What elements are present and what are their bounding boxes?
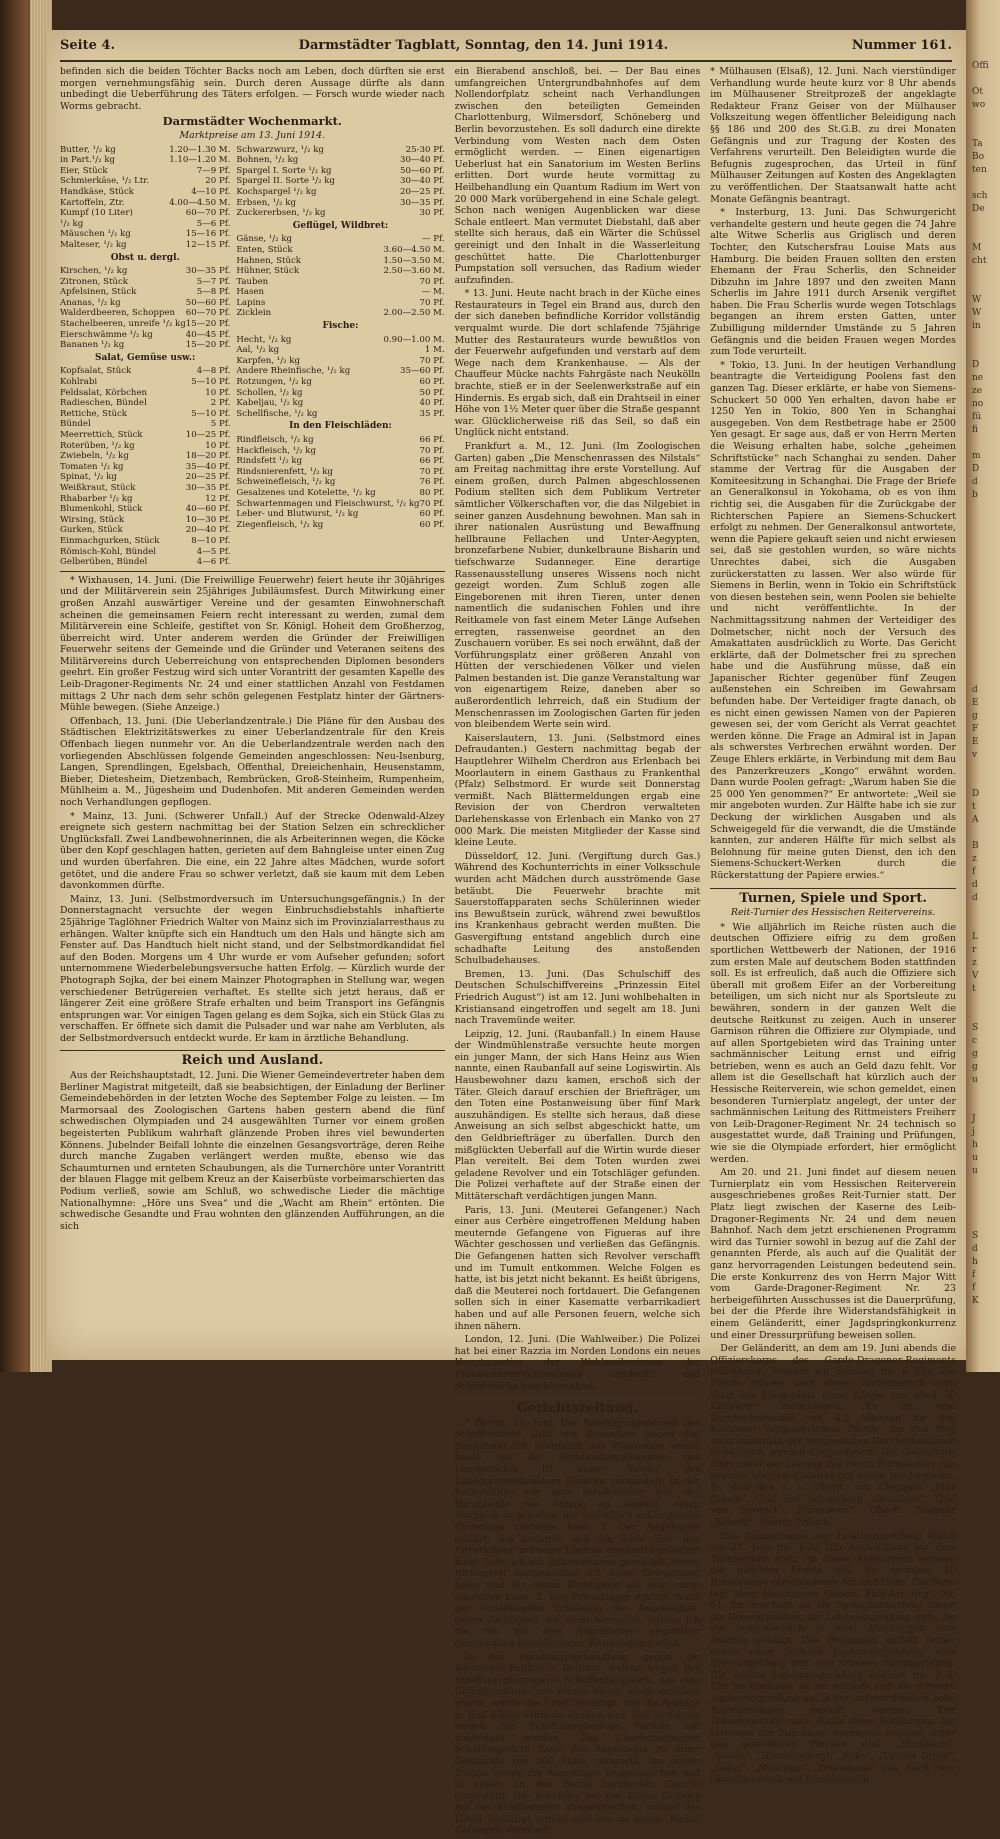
gefluegel-heading: Geflügel, Wildbret:	[292, 220, 389, 231]
price-value: 10—30 Pf.	[185, 514, 231, 525]
price-item: Schwartenmagen und Fleischwurst, ¹/₂ kg	[236, 498, 420, 509]
price-value: 60 Pf.	[419, 509, 445, 520]
price-item: Schwarzwurz, ¹/₂ kg	[236, 144, 324, 155]
price-value: 35—40 Pf.	[185, 461, 231, 472]
price-row	[236, 366, 444, 377]
price-value: 30—35 Pf.	[400, 197, 445, 208]
price-row	[236, 155, 444, 166]
price-row	[236, 287, 444, 298]
article-berlin-cont: ein Bierabend anschloß, bei. — Der Bau eines umfangreichen Untergrundbahnhofes auf dem Nollendorfplatz scheint nach Verhandlungen zwischen den beteiligten Gemeinden Charlottenburg, Wilmersdorf, Schöneberg und Berlin bevorzustehen. Es soll dadurch eine direkte Verbindung vom Westen nach dem Osten ermöglicht werden. — Einen eigenartigen Ueberlust hat ein Sanatorium im Westen Berlins erlitten. Dort wurde heute vormittag zu Heilbehandlung ein Quantum Radium im Wert von 20 000 Mark vorübergehend in eine Schale gelegt. Schon nach wenigen Augenblicken war diese Schale entleert. Man vermutet Diebstahl, daß aber stellte sich heraus, daß ein Wärter die Schüssel gereinigt und den Inhalt in die Wasserleitung geschüttet hatte. Die Charlottenburger Pumpstation soll versuchen, das Radium wieder aufzufinden.	[454, 66, 701, 286]
price-row	[236, 388, 444, 399]
price-item: Gelberüben, Bündel	[60, 557, 148, 568]
price-item: Bananen ¹/₂ kg	[60, 340, 125, 351]
price-value: 4—10 Pf.	[191, 186, 231, 197]
price-value: 5 Pf.	[210, 419, 231, 430]
price-value: 20—25 Pf.	[400, 186, 445, 197]
price-value: 20—25 Pf.	[185, 472, 231, 483]
article-gelaendeDritt: Der Geländeritt, an dem am 19. Juni abends die Offizierskorps des Garde-Dragoner-Regiments teilnehmen, beginnt am Sonntag um 6 Uhr. Die Pferde müssen nach einem Vorbeimarsch beim Start am Hauptplatz einer Länge von etwa 30 Kilometer zurücklegen. Es ist eine Durchschnittszeit von 4,5 Minuten für den Kilometer vorgeschrieben. Pferde, die den Weg nicht innerhalb der festgesetzten Durchschnittszeit bewältigen, werden disqualifiziert. Der Geländeritt führt unter der Leitung des Herrn Rittmeisters von Bremen über ein Gelände mit vielen Hindernissen. Es sind das u. a. Oberlt. von Chappuis „Max Queen“, Graf von Schaesberg „Grundsee“, Graf von Sporeck „Ehrenwort“, Oberlt. Niebuhr „Kobold“, Oberlt. Fritsch.	[710, 1343, 956, 1529]
price-item: Kartoffeln, Ztr.	[60, 197, 125, 208]
article-paris: Paris, 13. Juni. (Meuterei Gefangener.) Nach einer aus Cerbère eingetroffenen Meldung haben meuternde Gefangene von Figueras auf ihre Wächter geschossen und verließen das Gefängnis. Die Gefangenen hatten sich Revolver verschafft und im Tumult entkommen. Welche Folgen es hatte, ist bis jetzt nicht bekannt. Es heißt übrigens, daß die Meuterei noch fortdauert. Die Gefangenen sollen sich in einer Kasematte verbarrikadiert haben und auf alle Personen feuern, welche sich ihnen nähern.	[454, 1204, 701, 1332]
price-row	[236, 377, 444, 388]
price-value: 50—60 Pf.	[185, 297, 231, 308]
article-reichshauptstadt: Aus der Reichshauptstadt, 12. Juni. Die Wiener Gemeindevertreter haben dem Berliner Magistrat mitgeteilt, daß sie beabsichtigen, der Einladung der Berliner Gemeindebehörden in der letzten Woche des September Folge zu leisten. — Im Marmorsaal des Zoologischen Gartens haben gestern abend die fünf schwedischen Olympiaden und 24 ausgewählten Turner vor einem großen begeisterten Publikum wahrhaft glänzende Proben ihres viel bewunderten Könnens. Jubelnder Beifall lohnte die einzelnen Gesangsvorträge, deren Reihe durch manche Zugaben verlängert werden mußte, ebenso wie das Schaumturnen und ernteten Schaubungen, als die Turnerchöre unter Vorantritt der blauen Flagge mit gelbem Kreuz an der Kaiserbüste vorbeimarschierten das Podium verließ, sowie am Schluß, wo schwedische Lieder die mächtige Nationalhymne: „Höre uns Svea“ und die „Wacht am Rhein“ ertönten. Die schwedische Gesandte und Frau wohnten den glänzenden Aufführungen, an die sich	[60, 1070, 445, 1232]
price-value: 60—70 Pf.	[185, 308, 231, 319]
article-reitturnier-1: * Wie alljährlich im Reiche rüsten auch die deutschen Offiziere eifrig zu dem großen sportlichen Wettbewerb der Nationen, der 1916 zum ersten Male auf deutschem Boden stattfinden soll. Es ist erfreulich, daß auch die Offiziere sich überall mit großem Eifer an der Vorbereitung beteiligen, um sich nicht nur als Sportsleute zu bewähren, sondern in der ganzen Welt die deutsche Reitkunst zu zeigen. Auch in unserer Garnison rühren die Offiziere zur Olympiade, und auf allen Sportgebieten wird das Training unter sachmännischer Leitung ernst und eifrig betrieben, wenn es auch an Geld dazu fehlt. Vor allem ist die Gesellschaft hat kürzlich auch der Hessische Reiterverein, wie schon gemeldet, einen besonderen Turnierplatz angelegt, der unter der sachmännischen Leitung des Rittmeisters Freiherr von Leib-Dragoner-Regiment Nr. 24 technisch so ausgestattet wurde, daß Training und Prüfungen, wie sie die Olympiade erfordert, hier ermöglicht werden.	[710, 921, 956, 1165]
price-value: 1 M.	[424, 345, 445, 356]
price-value: 40 Pf.	[419, 398, 445, 409]
price-row	[236, 176, 444, 187]
price-value: 18—20 Pf.	[185, 451, 231, 462]
price-row	[60, 208, 230, 219]
adjacent-page-text: Offi Ot wo Ta Bo ten sch De M cht W W in D ne ze no fü fi m D d b d E g F E v D t A B z f d d L r z V t S c g g u J j h u u S d h f f K	[972, 61, 989, 1306]
price-value: 30—40 Pf.	[400, 155, 445, 166]
price-row	[60, 145, 230, 156]
price-value: 3.60—4.50 M.	[383, 244, 445, 255]
price-item: Hackfleisch, ¹/₂ kg	[236, 445, 316, 456]
price-item: Zwiebeln, ¹/₂ kg	[60, 451, 129, 462]
price-item: Eierschwämme ¹/₂ kg	[60, 329, 153, 340]
price-row	[236, 198, 444, 209]
price-item: Hahnen, Stück	[236, 255, 302, 266]
price-item: Feldsalat, Körbchen	[60, 387, 148, 398]
price-row	[60, 377, 230, 388]
price-item: Aal, ¹/₂ kg	[236, 345, 280, 356]
price-item: Butter, ¹/₂ kg	[60, 144, 116, 155]
price-value: 1.10—1.20 M.	[169, 155, 231, 166]
price-row	[236, 409, 444, 420]
price-value: 5—8 Pf.	[196, 287, 231, 298]
price-value: 12 Pf.	[205, 493, 231, 504]
column-3	[710, 66, 956, 1839]
price-item: Schmierkäse, ¹/₂ Ltr.	[60, 176, 150, 187]
price-value: 70 Pf.	[419, 445, 445, 456]
article-mainz-selbstmord: Mainz, 13. Juni. (Selbstmordversuch im Untersuchungsgefängnis.) In der Donnerstagnacht versuchte der wegen Einbruchsdiebstahls inhaftierte 25jährige Taglöhner Friedrich Walter von Mainz sich im Provinzialarresthaus zu erhängen. Walter knüpfte sich ein Handtuch um den Hals und hängte sich am Fenster auf. Das Handtuch hielt nicht stand, und der Selbstmordkandidat fiel auf den Boden. Morgens um 4 Uhr wurde er vom Aufseher gefunden; sofort unternommene Wiederbelebungsversuche hatten Erfolg. — Kürzlich wurde der Photograph Sojka, der bei einem Mainzer Photographen in Stellung war, wegen verschiedener Betrügereien verhaftet. Es stellte sich jetzt heraus, daß er längerer Zeit eine größere Strafe erhalten und beim Transport ins Gefängnis entsprungen war. Vor einigen Tagen gelang es dem Sojka, sich ein Stück Glas zu verschaffen. Er öffnete sich damit die Pulsader und war nahe am Verbluten, als der Selbstmordversuch entdeckt wurde. Er kam in ärztliche Behandlung.	[60, 893, 445, 1044]
columns	[60, 66, 956, 1837]
price-row	[60, 277, 230, 288]
market-left-column	[60, 145, 230, 568]
newspaper-title: Darmstädter Tagblatt, Sonntag, den 14. Juni 1914.	[298, 38, 669, 53]
price-row	[236, 145, 444, 156]
price-row	[236, 335, 444, 346]
price-item: Roterüben, ¹/₂ kg	[60, 440, 135, 451]
price-row	[236, 467, 444, 478]
issue-number: Nummer 161.	[851, 38, 952, 53]
price-value: 50 Pf.	[419, 387, 445, 398]
price-row	[236, 520, 444, 531]
price-item: Rhabarber ¹/₂ kg	[60, 493, 133, 504]
market-title: Darmstädter Wochenmarkt.	[162, 114, 342, 129]
article-mainz-unfall: * Mainz, 13. Juni. (Schwerer Unfall.) Auf der Strecke Odenwald-Alzey ereignete sich gestern nachmittag bei der Station Selzen ein schrecklicher Unglücksfall. Zwei Landbewohnerinnen, die als Arbeiterinnen wegen, die Köcke über den Kopf geschlagen hatten, gerieten auf dem Bahngleise unter einen Zug und wurden überfahren. Die eine, ein 22 Jahre altes Mädchen, wurde sofort getötet, und die andere Frau so schwer verletzt, daß sie kaum mit dem Leben davonkommen dürfte.	[60, 810, 445, 892]
price-item: Rindsfett ¹/₂ kg	[236, 456, 303, 467]
price-row	[60, 494, 230, 505]
price-row	[60, 187, 230, 198]
price-row	[60, 515, 230, 526]
article-tegel: * 13. Juni. Heute nacht brach in der Küche eines Restaurateurs in Tegel ein Brand aus, durch den der sich daneben befindliche Korridor vollständig verqualmt wurde. Die dort schlafende 75jährige Mutter des Restaurateurs wurde bewußtlos von der Feuerwehr aufgefunden und verstarb auf dem Wege nach dem Krankenhause. — Als der Chauffeur Mücke nachts Fahrgäste nach Neukölln brachte, stieß er in der Seelenwerkstraße auf ein Hindernis. Es ergab sich, daß ein Drahtseil in einer Höhe von 1½ Meter quer über die Straße gespannt war. Glücklicherweise riß das Seil, so daß ein Unglück nicht entstand.	[454, 288, 701, 439]
price-item: Gesalzenes und Kotelette, ¹/₂ kg	[236, 487, 376, 498]
price-row	[60, 419, 230, 430]
price-item: Ananas, ¹/₂ kg	[60, 297, 121, 308]
price-item: Spargel II. Sorte ¹/₂ kg	[236, 176, 335, 187]
price-item: in Part.¹/₂ kg	[60, 155, 116, 166]
price-row	[60, 441, 230, 452]
price-value: 2.50—3.60 M.	[383, 266, 445, 277]
price-item: Rindfleisch, ¹/₂ kg	[236, 435, 314, 445]
price-item: Bündel	[60, 419, 91, 430]
article-reitturnier-2: Am 20. und 21. Juni findet auf diesem neuen Turnierplatz ein vom Hessischen Reiterverein ausgeschriebenes großes Reit-Turnier statt. Der Platz liegt zwischen der Kaserne des Leib-Dragoner-Regiments Nr. 24 und dem neuen Bahnhof. Nach dem jetzt erschienenen Programm wird das Turnier sowohl in bezug auf die Zahl der genannten Pferde, als auch auf die Qualität der ganz hervorragenden Leistungen bedeutend sein. Die erste Konkurrenz des von Herrn Major Witt vom Garde-Dragoner-Regiment Nr. 23 herbeigeführten Ausschusses ist die Dauerprüfung, bei der die Pferde ihre Widerstandsfähigkeit in einem Geländeritt, einer Jagdspringkonkurrenz und einer Dressurprüfung beweisen sollen.	[710, 1167, 956, 1341]
price-value: 10—25 Pf.	[185, 430, 231, 440]
price-row	[236, 499, 444, 510]
price-item: Ziegenfleisch, ¹/₂ kg	[236, 519, 324, 530]
price-item: Spargel I. Sorte ¹/₂ kg	[236, 165, 332, 176]
price-value: 35 Pf.	[419, 408, 445, 419]
price-item: Tomaten ¹/₂ kg	[60, 461, 124, 472]
price-value: 40—60 Pf.	[185, 504, 231, 515]
price-item: Rotzungen, ¹/₂ kg	[236, 377, 312, 388]
price-row	[236, 277, 444, 288]
price-value: 10 Pf.	[205, 440, 231, 451]
price-item: Zitronen, Stück	[60, 276, 128, 287]
price-row	[236, 308, 444, 319]
section-gerichtszeitung: Gerichtszeitung.	[455, 1398, 701, 1415]
market-date: Marktpreise am 13. Juni 1914.	[179, 129, 326, 141]
price-value: 30—35 Pf.	[185, 266, 231, 277]
price-row	[236, 166, 444, 177]
price-row	[236, 208, 444, 219]
price-value: 20—40 Pf.	[185, 525, 231, 536]
price-item: Wirsing, Stück	[60, 514, 125, 525]
price-value: 70 Pf.	[419, 466, 445, 477]
price-row	[60, 536, 230, 547]
article-duesseldorf: Düsseldorf, 12. Juni. (Vergiftung durch Gas.) Während des Kochunterrichts in einer Volksschule wurden acht Mädchen durch ausströmende Gase betäubt. Die Feuerwehr brachte mit Sauerstoffapparaten sechs Schülerinnen wieder ins Bewußtsein zurück, während zwei bewußtlos ins Krankenhaus gebracht werden mußten. Die Gasvergiftung entstand angeblich durch eine schadhafte Leitung des anstoßenden Schulbadehauses.	[454, 850, 701, 967]
price-row	[60, 219, 230, 230]
price-row	[60, 229, 230, 240]
price-value: 25-30 Pf.	[405, 144, 445, 155]
newspaper-page	[46, 30, 966, 1837]
price-item: Rettiche, Stück	[60, 408, 128, 419]
price-row	[60, 330, 230, 341]
price-item: Enten, Stück	[236, 244, 293, 255]
price-value: 15—20 Pf.	[185, 340, 231, 351]
price-row	[60, 166, 230, 177]
price-row	[236, 266, 444, 277]
article-london: London, 12. Juni. (Die Wahlweiber.) Die Polizei hat bei einer Razzia im Norden Londons ein neues Hauptquartier der Wahlweiberinnen der Frauenstimmrechtlerinnen entdeckt und Schriftstücke beschlagnahmt.	[454, 1334, 701, 1392]
price-item: Römisch-Kohl, Bündel	[60, 546, 157, 557]
price-row	[60, 240, 230, 251]
price-value: 66 Pf.	[419, 456, 445, 467]
page-number: Seite 4.	[60, 38, 115, 53]
price-value: 2 Pf.	[210, 398, 231, 409]
page-header	[60, 38, 952, 62]
price-item: Andere Rheinfische, ¹/₂ kg	[236, 366, 351, 377]
price-row	[236, 345, 444, 356]
price-row	[236, 456, 444, 467]
price-item: Schweinefleisch, ¹/₂ kg	[236, 477, 336, 488]
price-row	[60, 155, 230, 166]
price-value: 30—35 Pf.	[185, 482, 231, 493]
price-value: 4—6 Pf.	[196, 557, 231, 568]
price-value: 70 Pf.	[419, 498, 445, 509]
price-row	[60, 287, 230, 298]
price-item: Kirschen, ¹/₂ kg	[60, 266, 128, 277]
article-muelhausen: * Mülhausen (Elsaß), 12. Juni. Nach vierstündiger Verhandlung wurde heute kurz vor 8 Uhr abends im Mülhausener Streitprozeß der angeklagte Redakteur Franz Geiser von der Mülhauser Volkszeitung wegen öffentlicher Beleidigung nach §§ 186 und 200 des St.G.B. zu drei Monaten Gefängnis und zur Tragung der Kosten des Verfahrens verurteilt. Den Beleidigten wurde die Befugnis zugesprochen, das Urteil in fünf Mülhauser Zeitungen auf Kosten des Angeklagten zu veröffentlichen. Der Staatsanwalt hatte acht Monate Gefängnis beantragt.	[710, 66, 956, 205]
price-item: Walderdbeeren, Schoppen	[60, 308, 176, 319]
salat-heading: Salat, Gemüse usw.:	[95, 352, 196, 363]
price-row	[60, 430, 230, 441]
article-frankfurt: Frankfurt a. M., 12. Juni. (Im Zoologischen Garten) gaben „Die Menschenrassen des Nilstals“ am Freitag nachmittag ihre erste Vorstellung. Auf einem großen, durch Palmen abgeschlossenen Podium stellten sich dem Publikum Vertreter sämtlicher Völkerschaften vor, die das Nilgebiet in seiner ganzen Ausdehnung bewohnen. Man sah in ihrer nationalen Ausrüstung und Bewaffnung hellbraune Fellachen und Unter-Aegypten, bronzefarbene Nubier, dunkelbraune Bisharin und tiefschwarze Sudanneger. Eine derartige Rassenausstellung unseres Wissens noch nicht gezeigt worden. Zum Schluß zogen alle Eingeborenen mit ihren Tieren, unter denen namentlich die sudanischen Fohlen und ihre Reitkamele von fast einem Meter Länge Aufsehen erregten, rassenweise geordnet an den Zuschauern vorüber. Es sei noch erwähnt, daß der Vorführungsplatz einer größeren Anzahl von Hütten der verschiedenen Völker und vielen Palmen bestanden ist. Die ganze Veranstaltung war von eigenartigem Reize, daneben aber so außerordentlich lehrreich, daß ein Studium der Menschenrassen im Zoologischen Garten für jeden von bleibendem Werte sein wird.	[454, 441, 701, 731]
obst-heading: Obst u. dergl.	[110, 252, 180, 263]
price-row	[236, 245, 444, 256]
price-value: 5—10 Pf.	[191, 408, 231, 419]
price-row	[60, 319, 230, 330]
price-row	[60, 504, 230, 515]
price-item: Leber- und Blutwurst, ¹/₂ kg	[236, 509, 359, 520]
price-row	[60, 557, 230, 568]
price-item: Hecht, ¹/₂ kg	[236, 334, 292, 345]
article-wixhausen: * Wixhausen, 14. Juni. (Die Freiwillige Feuerwehr) feiert heute ihr 30jähriges und der Militärverein sein 25jähriges Jubiläumsfest. Durch Mitwirkung einer großen Anzahl auswärtiger Vereine und der gesamten Einwohnerschaft scheinen die gemeinsamen Feiern recht interessant zu werden, zumal dem Militärverein eine Schleife, gestiftet von Sr. Königl. Hoheit dem Großherzog, überreicht wird. Unter anderem werden die Gründer der Freiwilligen Feuerwehr seitens der Gemeinde und die Gründer und Veteranen seitens des Militärvereins durch Ueberreichung von entsprechenden Diplomen besonders geehrt. Ein großer Festzug wird sich unter Vorantritt der gesamten Kapelle des Leib-Dragoner-Regiments Nr. 24 und einer stattlichen Anzahl von Festdamen mittags 2 Uhr nach dem sehr schön gelegenen Festplatz hinter der Gärtners-Mühle bewegen. (Siehe Anzeige.)	[60, 574, 445, 714]
section-reich-ausland: Reich und Ausland.	[60, 1050, 445, 1067]
price-value: 15—16 Pf.	[185, 229, 231, 240]
article-bremen: Bremen, 13. Juni. (Das Schulschiff des Deutschen Schulschiffvereins „Prinzessin Eitel Friedrich August“) ist am 12. Juni wohlbehalten in Kristiansand eingetroffen und segelt am 18. Juni nach Travemünde weiter.	[454, 968, 701, 1027]
price-row	[236, 435, 444, 446]
price-value: 30 Pf.	[419, 208, 445, 219]
price-value: 76 Pf.	[419, 477, 445, 488]
price-value: 5—7 Pf.	[196, 276, 231, 287]
price-item: Einmachgurken, Stück	[60, 535, 160, 546]
price-item: Mäuschen ¹/₂ kg	[60, 229, 131, 240]
price-value: 2.00—2.50 M.	[383, 308, 445, 319]
price-item: Handkäse, Stück	[60, 186, 134, 197]
price-item: Rindsnierenfett, ¹/₂ kg	[236, 466, 333, 477]
price-value: 66 Pf.	[419, 435, 445, 445]
price-item: Karpfen, ¹/₂ kg	[236, 355, 300, 366]
price-value: 20 Pf.	[205, 176, 231, 187]
price-value: 4—5 Pf.	[196, 546, 231, 557]
article-offenbach: Offenbach, 13. Juni. (Die Ueberlandzentrale.) Die Pläne für den Ausbau des Städtischen Elektrizitätswerkes zu einer Ueberlandzentrale für den Kreis Offenbach liegen nunmehr vor. An die Ueberlandzentrale werden nach den vorliegenden Abschlüssen folgende Gemeinden angeschlossen: Neu-Isenburg, Langen, Sprendlingen, Egelsbach, Offenthal, Dreieichenhain, Heusenstamm, Bieber, Dietesheim, Dietzenbach, Rembrücken, Groß-Steinheim, Rumpenheim, Mühlheim a. M., Jügesheim und Dudenhofen. Mit anderen Gemeinden werden noch Verhandlungen gepflogen.	[60, 715, 445, 808]
price-value: 70 Pf.	[419, 276, 445, 287]
adjacent-page-edge	[966, 0, 1000, 1372]
price-row	[236, 256, 444, 267]
price-item: Bohnen, ¹/₂ kg	[236, 155, 299, 166]
price-item: Kochspargel ¹/₂ kg	[236, 186, 317, 197]
price-item: Meerrettich, Stück	[60, 430, 143, 440]
price-row	[60, 298, 230, 309]
price-value: 1.50—3.50 M.	[383, 255, 445, 266]
price-row	[236, 187, 444, 198]
market-table	[60, 145, 445, 572]
price-value: 40—45 Pf.	[185, 329, 231, 340]
article-berlin-prozess: * Berlin, 12. Juni. Der Beleidigungsprozeß des Schriftstellers Graf von Reventlow gegen den Sanitätsrat Dr. Dornblüth aus Wiesbaden wurde heute vor der Berufungsstrafkammer des Landgerichts III unter Vorsitz des Landgerichtsdirektors Ehrecke verhandelt. In der Verhandlung vor dem Strafkammer war der Vorsitzende von Anfang an bemüht, einen Vergleich zu schaffen, der schließlich auf folgender Grundlage zustande kam: 1. Der Angeklagte erklärt: Ich bedaure, daß ich mich über den Privatkläger und seine Ehefrau ungünstig geäußert habe, habe ich aus Informationen geschöpft, deren Richtigkeit nachzuprüfen ich keine Gelegenheit hatte und für deren Richtigkeit ich jetzt nicht einstehen kann. 2. Der Privatkläger erklärt: Nach der vorstehenden Erklärung des Angeklagten, deren Richtigkeit ich nicht bezweifle, nehme ich die von mir dem Angeklagten gegenüber gebrauchten beleidigenden Wendungen zurück.	[454, 1417, 701, 1649]
price-item: Kabeljau, ¹/₂ kg	[236, 398, 304, 409]
price-value: 60 Pf.	[419, 519, 445, 530]
price-value: 60 Pf.	[419, 377, 445, 388]
price-value: 5—6 Pf.	[196, 218, 231, 229]
price-value: 12—15 Pf.	[185, 239, 231, 250]
article-leipzig: Leipzig, 12. Juni. (Raubanfall.) In einem Hause der Windmühlenstraße versuchte heute morgen ein junger Mann, der sich Hans Heinz aus Wien nannte, einen Raubanfall auf seine Logiswirtin. Als Hausbewohner dazu kamen, erschoß sich der Täter. Gleich darauf erschien der Briefträger, um den Toten eine Postanweisung über fünf Mark auszuhändigen. Es stellte sich heraus, daß diese Anweisung an sich selbst abgeschickt hatte, um den Geldbriefträger zu überfallen. Durch den mißglückten Ueberfall auf die Wirtin wurde dieser Plan vereitelt. Bei dem Toten wurden zwei geladene Revolver und ein Totschläger gefunden. Die Polizei verhaftete auf der Straße einen der Mittäterschaft verdächtigen jungen Mann.	[454, 1028, 701, 1202]
price-value: 50—60 Pf.	[400, 165, 445, 176]
price-row	[60, 462, 230, 473]
price-value: 70 Pf.	[419, 355, 445, 366]
price-item: Schollen, ¹/₂ kg	[236, 387, 303, 398]
price-row	[60, 472, 230, 483]
price-row	[60, 547, 230, 558]
price-value: 4—8 Pf.	[196, 366, 231, 377]
column-1	[60, 66, 445, 1839]
price-value: 0.90—1.00 M.	[383, 334, 445, 345]
price-value: 70 Pf.	[419, 297, 445, 308]
price-item: Kopfsalat, Stück	[60, 366, 132, 377]
fische-heading: Fische:	[322, 321, 359, 332]
price-item: Apfelsinen, Stück	[60, 287, 137, 298]
article-bethusy: In der Berufungsverhandlung gegen die Baronesse Pauline v. Bethusy, welche wegen des Schiffsbergbetrügerei Schöffenbergwerk, das eine Gefängnisstrafe von einem Monat ausgesprochen wurde, wurde das Urteil bestätigt, daß die Anklage in fünf Fällen erhoben worden war. Das Verfahren wegen des Schiffsbergbetrugs Vorfalls soll eingestellt werden. Das Charlottenburger Schöffengericht hatte die Angeklagte zu einer Geldstrafe von 300 Mark verurteilt. Im ersten Termin wurde die Angeklagte freigesprochen und in einem an den Baron berühmten Gericht eingestellt. Die Berufung hat der Baron Bethusy mit der Strafkammer ausgesprochen, worauf das Urteil bestätigt wurde und sie zu einem Monat Gefängnis verurteilt.	[454, 1651, 701, 1837]
price-row	[236, 446, 444, 457]
article-insterburg: * Insterburg, 13. Juni. Das Schwurgericht verhandelte gestern und heute gegen die 74 Jahre alte Witwe Scherlis aus Griglisch und deren Tochter, den Kutschersfrau Louise Mats aus Hamburg. Die beiden Frauen sollten den ersten Ehemann der Frau Scherlis, den Schneider Dibzuhn im Jahre 1897 und den zweiten Mann Scherlis im Jahre 1911 durch Arsenik vergiftet haben. Die Frau Scherlis wurde wegen Totschlags begangen an ihrem ersten Gatten, unter Zubilligung mildernder Umstände zu 5 Jahren Gefängnis und die beiden Frauen wegen Mordes zum Tode verurteilt.	[710, 207, 956, 358]
price-value: 10 Pf.	[205, 387, 231, 398]
price-value: 60—70 Pf.	[185, 208, 231, 219]
price-item: Hasen	[236, 287, 264, 298]
price-item: ¹/₂ kg	[60, 218, 84, 229]
price-row	[236, 398, 444, 409]
price-item: Blumenkohl, Stück	[60, 504, 143, 515]
market-right-column	[236, 145, 444, 568]
price-item: Weißkraut, Stück	[60, 482, 136, 493]
price-item: Hühner, Stück	[236, 266, 300, 277]
price-row	[236, 488, 444, 499]
section-subtitle-reitturnier: Reit-Turnier des Hessischen Reitervereins.	[730, 907, 936, 919]
price-item: Radieschen, Bündel	[60, 398, 147, 409]
price-row	[60, 388, 230, 399]
article-tokio: * Tokio, 13. Juni. In der heutigen Verhandlung beantragte die Verteidigung Poolens fast den ganzen Tag. Dieser erklärte, er habe von Siemens-Schuckert 50 000 Yen erhalten, davon habe er 1250 Yen in Tokio, 800 Yen in Schanghai ausgegeben. Von dem Restbetrage habe er 2500 Yen gesagt. Er sage aus, daß er von Herrn Merten die Weisung erhalten habe, solche „geheimen Schriftstücke“ nach Schanghai zu senden. Daher stamme der Vertrag für die Ausgaben der Komiteesitzung in Schanghai. Die Frage der Briefe an Generalkonsul in Yokohama, ob es von ihm richtig sei, die Ausgaben für die Zurückgabe der Richterschen Papiere an Siemens-Schuckert erfolgt zu nehmen. Der Generalkonsul antwortete, wenn die Papiere gekauft seien und nicht erwiesen sei, daß sie gestohlen wurden, so wäre nichts Unrechtes dabei, sich die Ausgaben zurückerstatten zu lassen. Wer also würde für Siemens in Berlin, wenn in Tokio ein Schriftstück von diesen bestehen sein, wenn Poolen sie behielte und nicht veröffentlichte. In der Nachmittagssitzung nahmen der Verteidiger des Dolmetscher, nicht noch der Versuch des Amakattaten ausdrücklich zu Worte. Das Gericht erklärte, daß der Dolmetscher frei zu sprechen habe und die Ausführung müsse, daß ein Japanischer Richter gegenüber fünf Zeugen außenstehen ein Schreiben im Gewahrsam befunden habe. Der Verteidiger fragte danach, ob es nicht einen gewissen Namen von der Papieren gewesen sei, der vom Gericht als Verrat geachtet werden könne. Die Frage an Admiral ist in Japan als schwerstes Verbrechen erwähnt worden. Der Zeuge Ehlers erklärte, in Verbindung mit dem Bau des Panzerkreuzers „Kongo“ erwähnt worden. Dann wurde Poolen gefragt: „Warum haben Sie die 25 000 Yen genommen?“ Er antwortete: „Weil sie mir angeboten wurden. Zur Hälfte habe ich sie zur Deckung der wirklichen Ausgaben und als Schweigegeld für die verwandt, die die Umstände kannten, zur anderen Hälfte für mich selbst als Belohnung für meine guten Dienst, den ich den Siemens-Schuckert-Werken durch die Rückerstattung der Papiere erwies.“	[710, 359, 956, 881]
price-item: Malteser, ¹/₂ kg	[60, 239, 127, 250]
price-item: Lapins	[236, 297, 266, 308]
price-value: — Pf.	[421, 234, 445, 245]
price-row	[60, 451, 230, 462]
price-row	[60, 483, 230, 494]
price-item: Erbsen, ¹/₂ kg	[236, 197, 296, 208]
price-value: 8—10 Pf.	[191, 535, 231, 546]
price-value: 80 Pf.	[419, 487, 445, 498]
price-row	[236, 509, 444, 520]
fleisch-heading: In den Fleischläden:	[289, 421, 392, 432]
price-item: Kohlrabi	[60, 377, 98, 388]
price-row	[236, 234, 444, 245]
price-row	[236, 477, 444, 488]
price-item: Gänse, ¹/₂ kg	[236, 234, 293, 245]
price-item: Spinat, ¹/₂ kg	[60, 472, 117, 483]
article-intro: befinden sich die beiden Töchter Backs noch am Leben, doch dürften sie erst morgen vernehmungsfähig sein. Durch deren Aussage dürfte als dann unbedingt die Ueberführung des Täters erfolgen. — Forsch wurde wieder nach Worms gebracht.	[60, 66, 445, 112]
price-value: — M.	[421, 287, 445, 298]
price-row	[60, 266, 230, 277]
column-2	[455, 66, 701, 1839]
price-row	[60, 366, 230, 377]
section-turnen-sport: Turnen, Spiele und Sport.	[710, 888, 956, 905]
price-row	[60, 409, 230, 420]
price-value: 30—40 Pf.	[400, 176, 445, 187]
price-item: Schellfische, ¹/₂ kg	[236, 408, 318, 419]
price-value: 35—60 Pf.	[400, 366, 445, 377]
price-value: 1.20—1.30 M.	[169, 144, 231, 155]
price-row	[60, 198, 230, 209]
price-row	[60, 308, 230, 319]
price-value: 5—10 Pf.	[191, 377, 231, 388]
price-item: Gurken, Stück	[60, 525, 123, 536]
price-item: Tauben	[236, 276, 269, 287]
price-item: Stachelbeeren, unreife ¹/₂ kg	[60, 319, 186, 330]
price-value: 7—9 Pf.	[196, 165, 231, 176]
price-row	[60, 398, 230, 409]
price-row	[60, 176, 230, 187]
price-row	[236, 298, 444, 309]
article-kaiserslautern: Kaiserslautern, 13. Juni. (Selbstmord eines Defraudanten.) Gestern nachmittag begab der Hauptlehrer Wilhelm Cherdron aus Erlenbach bei Moorlautern in einem Gasthaus zu Frankenthal (Pfalz) Selbstmord. Er wurde seit Donnerstag vermißt. Nach Blättermeldungen ergab eine Revision der von Cherdron verwalteten Darlehenskasse von Erlenbach ein Manko von 27 000 Mark. Die meisten Mitglieder der Kasse sind kleine Leute.	[454, 732, 701, 849]
price-item: Zicklein	[236, 308, 272, 319]
article-jagdspringen: Das Jagdspringen der Leistungsprüfung findet am 21. Juni um 1.30 Uhr nachmittags auf dem Turnierplatz statt. An dieser Konkurrenz nehmen die gleichen Pferde teil. Es springen 10 Hindernisse verschiedener Art und Höhe. Die Bahn legt Herr Hauptmann Gebert, Feld-Art.-Regt. Nr. 61. Im Anschluß an die Springkonkurrenz findet die Dressurprüfung der Leistungsprüfung statt, die vor ausschließlich in zwei Abteilungen zum Austrag gelangt. Das Programm enthält ferner neben einer leichten Jagdspringprüfung, eine Dressurprüfung und eine schwere Springprüfung. Die leichte Jagdspringprüfung beginnt um 3.30 Uhr nachmittags; an sie schließt sich die schwere Jagdspringprüfung an, in der außerordentlich hohe Anforderungen gestellt werden. Der Teilnehmerzahl nach dürfte diese Konkurrenz das Interesse der Zuschauer besonders erregen, unter den gemeldeten Pferden sind: „Hornbach“, „Golatt“, „Himmelsberg“, „Fuks“, „Timber Toper“, „Judas“, „Mascotte“, „Brummane“ usw. Auch Herr Oberstleutnant von Brandenstein	[710, 1530, 956, 1786]
price-item: Eier, Stück	[60, 165, 108, 176]
price-value: 4.00—4.50 M.	[169, 197, 231, 208]
price-value: 15—20 Pf.	[185, 319, 231, 330]
price-row	[236, 356, 444, 367]
price-item: Kumpf (10 Liter)	[60, 208, 133, 219]
price-item: Zuckererbsen, ¹/₂ kg	[236, 208, 326, 219]
price-row	[60, 340, 230, 351]
price-row	[60, 525, 230, 536]
